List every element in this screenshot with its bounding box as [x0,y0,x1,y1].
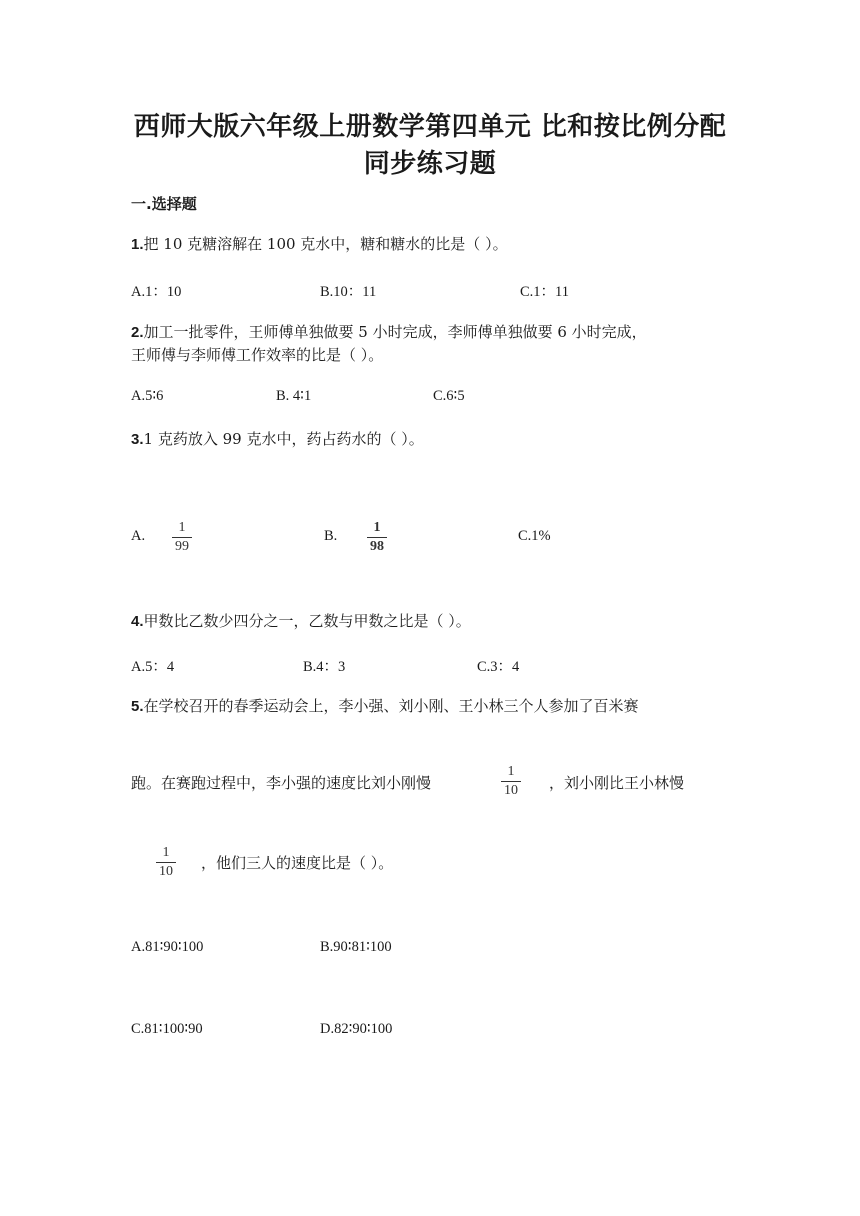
question-text: 把 10 克糖溶解在 100 克水中，糖和糖水的比是（ ）。 [143,235,508,253]
question-number: 3. [131,431,144,448]
q1-option-b: B.10：11 [320,284,377,300]
question-number: 4. [131,613,144,630]
question-1 [131,233,508,256]
denominator: 98 [370,539,384,554]
q5-option-b: B.90∶81∶100 [320,939,392,955]
question-text: 1 克药放入 99 克水中，药占药水的（ ）。 [143,430,424,448]
question-4 [131,610,471,633]
numerator: 1 [507,764,515,779]
document-subtitle: 同步练习题 [363,149,497,179]
question-number: 5. [131,698,144,715]
numerator: 1 [373,520,381,535]
question-text: 甲数比乙数少四分之一，乙数与甲数之比是（ ）。 [143,612,471,630]
section-heading: 一.选择题 [131,195,197,213]
q1-option-c: C.1：11 [520,284,570,300]
q2-option-c: C.6∶5 [433,388,465,404]
question-number: 2. [131,324,144,341]
q4-option-a: A.5：4 [131,659,175,675]
denominator: 10 [159,864,173,879]
q3-option-a: A. [131,528,146,544]
question-3 [131,428,424,451]
question-5-line2a: 跑。在赛跑过程中，李小强的速度比刘小刚慢 [131,774,432,792]
q3-option-a-fraction [172,521,192,554]
q2-option-a: A.5∶6 [131,388,164,404]
document-title: 西师大版六年级上册数学第四单元 比和按比例分配 [133,112,727,142]
q3-option-b-fraction [367,521,387,554]
question-5-line3: ，他们三人的速度比是（ ）。 [201,854,394,872]
q3-option-c: C.1% [518,528,551,544]
q5-option-a: A.81∶90∶100 [131,939,204,955]
denominator: 99 [175,539,189,554]
question-2 [131,321,647,344]
q3-option-b: B. [324,528,338,544]
q5-option-c: C.81∶100∶90 [131,1021,203,1037]
q5-fraction-2 [156,846,176,879]
q2-option-b: B. 4∶1 [276,388,312,404]
question-5-line2b: ，刘小刚比王小林慢 [549,774,685,792]
question-2-line2: 王师傅与李师傅工作效率的比是（ ）。 [131,346,384,364]
question-text: 加工一批零件，王师傅单独做要 5 小时完成，李师傅单独做要 6 小时完成， [143,323,647,341]
q4-option-c: C.3：4 [477,659,520,675]
q5-fraction-1 [501,765,521,798]
q1-option-a: A.1：10 [131,284,182,300]
q5-option-d: D.82∶90∶100 [320,1021,393,1037]
numerator: 1 [162,845,170,860]
question-text: 在学校召开的春季运动会上，李小强、刘小刚、王小林三个人参加了百米赛 [143,697,639,715]
question-5 [131,695,639,718]
denominator: 10 [504,783,518,798]
question-number: 1. [131,236,144,253]
numerator: 1 [178,520,186,535]
q4-option-b: B.4：3 [303,659,346,675]
